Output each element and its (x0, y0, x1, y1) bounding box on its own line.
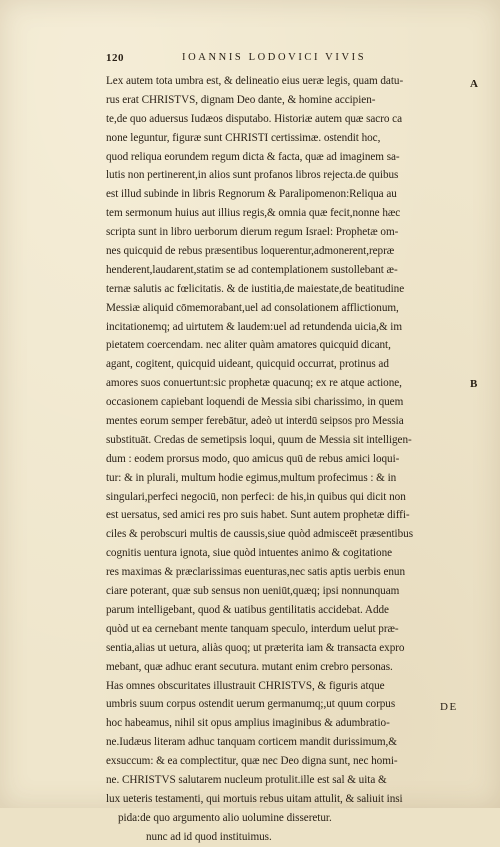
text-line: lux ueteris testamenti, qui mortuis rebus uitam attulit, & saliuit insi (106, 792, 403, 805)
text-line: ciare poterant, quæ sub sensus non ueniūt,quæq; ipsi nonnunquam (106, 585, 400, 598)
text-line: tem sermonum huius aut illius regis,& omnia quæ fecit,nonne hæc (106, 207, 401, 220)
text-line: dum : eodem prorsus modo, quo amicus quū de rebus amici loqui- (106, 452, 400, 465)
text-line: Messiæ aliquid cōmemorabant,uel ad consolationem afflictionum, (106, 301, 399, 314)
text-line: ne.Iudæus literam adhuc tanquam corticem mandit durissimum,& (106, 736, 397, 749)
text-line: te,de quo aduersus Iudæos disputabo. Historiæ autem quæ sacro ca (106, 112, 403, 125)
text-line: res maximas & præclarissimas euenturas,nec satis aptis uerbis enun (106, 566, 405, 579)
text-line: scripta sunt in libro uerborum dierum regum Israel: Prophetæ om- (106, 226, 399, 239)
page-number: 120 (106, 52, 124, 64)
text-line: cognitis uentura ignota, siue quòd intuentes animo & cogitatione (106, 547, 393, 560)
text-line: pida:de quo argumento alio uolumine disseretur. (118, 811, 332, 824)
text-line: occasionem capiebant loquendi de Messia sibi charissimo, in quem (106, 396, 404, 409)
text-line: none leguntur, figuræ sunt CHRISTI certissimæ. ostendit hoc, (106, 131, 381, 144)
catchword: DE (440, 701, 458, 713)
page-header (106, 52, 450, 68)
margin-note-b: B (470, 378, 478, 390)
text-line: ne. CHRISTVS salutarem nucleum protulit.ille est sal & uita & (106, 773, 387, 786)
text-line: rus erat CHRISTVS, dignam Deo dante, & homine accipien- (106, 93, 376, 106)
margin-note-a: A (470, 78, 478, 90)
running-head: IOANNIS LODOVICI VIVIS (182, 52, 367, 63)
text-line: agant, cogitent, quicquid uideant, quicquid occurrat, protinus ad (106, 358, 389, 371)
text-line: amores suos conuertunt:sic prophetæ quacunq; ex re atque actione, (106, 377, 402, 390)
text-line: sentia,alias ut uetura, aliàs quoq; ut præterita iam & transacta expro (106, 641, 405, 654)
text-line: henderent,laudarent,statim se ad contemplationem sustollebant æ- (106, 263, 398, 276)
text-line: substituāt. Credas de semetipsis loqui, quum de Messia sit intelligen- (106, 433, 412, 446)
text-line: mentes eorum semper ferebātur, adeò ut interdū seipsos pro Messia (106, 415, 404, 428)
text-line: ternæ salutis ac fœlicitatis. & de iustitia,de maiestate,de beatitudine (106, 282, 405, 295)
text-line: Lex autem tota umbra est, & delineatio eius ueræ legis, quam datu- (106, 75, 404, 87)
text-line: est illud subinde in libris Regnorum & Paralipomenon:Reliqua au (106, 188, 397, 201)
text-line: parum intelligebant, quod & uatibus gentilitatis accidebat. Adde (106, 603, 389, 616)
text-line: lutis non pertinerent,in alios sunt profanos libros rejecta.de quibus (106, 169, 399, 182)
text-line: tur: & in plurali, multum hodie egimus,multum profecimus : & in (106, 471, 397, 484)
text-line: mebant, quæ adhuc erant secutura. mutant enim crebro personas. (106, 660, 393, 673)
text-line: Has omnes obscuritates illustrauit CHRISTVS, & figuris atque (106, 679, 385, 692)
text-line: singulari,perfeci negociū, non perfeci: de his,in quibus qui dicit non (106, 490, 406, 503)
text-line: nunc ad id quod instituimus. (146, 830, 272, 843)
text-line: pietatem coercendam. nec aliter quàm amatores quicquid dicant, (106, 339, 391, 352)
text-line: est uersatus, sed amici res pro suis habet. Sunt autem prophetæ diffi- (106, 509, 410, 522)
text-line: incitationemq; ad uirtutem & laudem:uel ad retundenda uicia,& im (106, 320, 402, 333)
text-line: nes quicquid de rebus præsentibus loquerentur,admonerent,repræ (106, 245, 395, 258)
text-line: quod reliqua eorundem regum dicta & facta, quæ ad imaginem sa- (106, 150, 400, 163)
text-line: quòd ut ea cernebant mente tanquam speculo, interdum uelut præ- (106, 622, 399, 635)
body-text (106, 72, 450, 847)
text-line: ciles & perobscuri multis de caussis,siue quòd admisceēt præsentibus (106, 528, 413, 541)
text-line: umbris suum corpus ostendit uerum germanumq;,ut quum corpus (106, 698, 396, 711)
text-line: exsuccum: & ea complectitur, quæ nec Deo digna sunt, nec homi- (106, 755, 398, 768)
text-line: hoc habeamus, nihil sit opus amplius imaginibus & adumbratio- (106, 717, 390, 730)
